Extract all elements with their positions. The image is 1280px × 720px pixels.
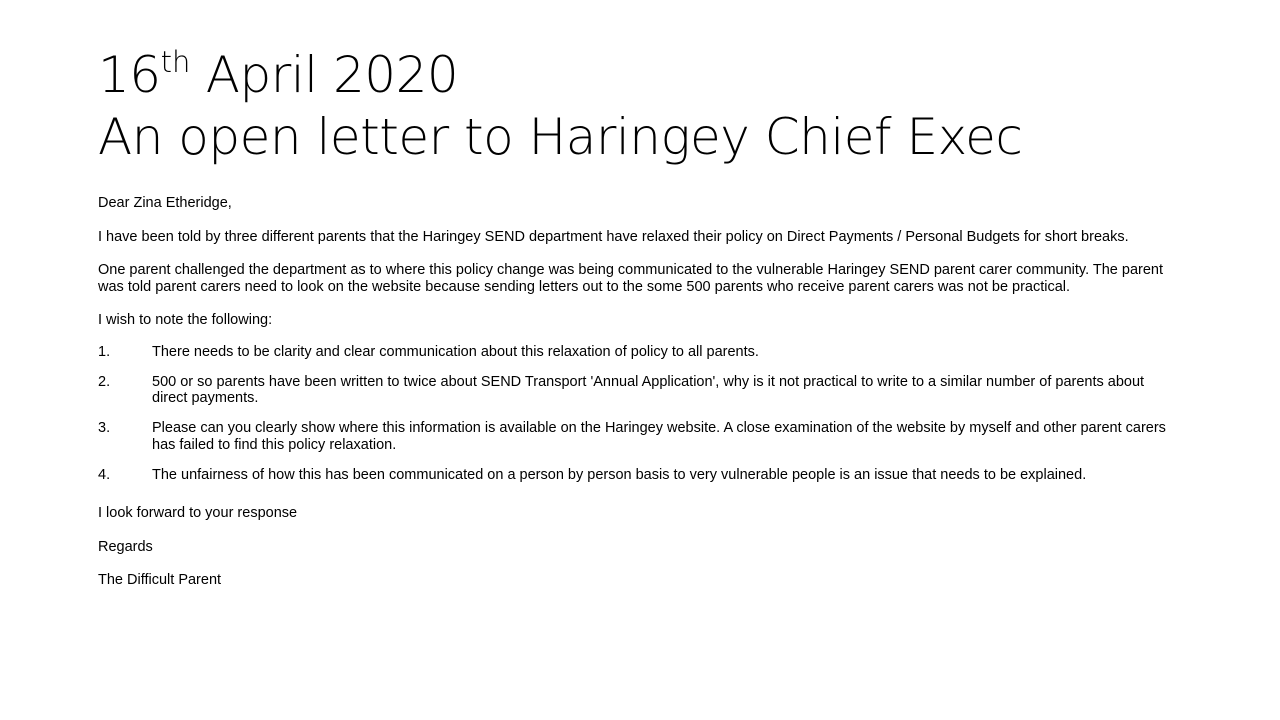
letter-points-list — [98, 344, 1178, 484]
list-item-text: The unfairness of how this has been communicated on a person by person basis to very vulnerable people is an issue that needs to be explained. — [152, 466, 1087, 483]
list-item-text: There needs to be clarity and clear communication about this relaxation of policy to all parents. — [152, 343, 759, 360]
list-item-text: Please can you clearly show where this information is available on the Haringey website. A close examination of the website by myself and other parent carers has failed to find this policy relaxation. — [152, 420, 1166, 453]
list-item-number: 3. — [98, 420, 111, 436]
title-month-year: April 2020 — [190, 46, 459, 104]
list-item — [98, 420, 1178, 453]
letter-closing: I look forward to your response — [98, 505, 298, 521]
list-item-number: 2. — [98, 373, 111, 390]
letter-salutation: Dear Zina Etheridge, — [98, 195, 232, 211]
list-item-text: 500 or so parents have been written to twice about SEND Transport 'Annual Application', why is it not practical to write to a similar number of parents about direct payments. — [152, 373, 1145, 406]
title-subtitle: An open letter to Haringey Chief Exec — [98, 108, 1023, 166]
letter-regards: Regards — [98, 538, 153, 555]
list-item-number: 1. — [98, 343, 111, 360]
letter-signature: The Difficult Parent — [98, 572, 222, 588]
letter-paragraph-1: I have been told by three different parents that the Haringey SEND department have relaxed their policy on Direct Payments / Personal Budgets for short breaks. — [98, 228, 1129, 245]
list-item — [98, 344, 1178, 361]
slide-title — [98, 44, 1198, 168]
list-item — [98, 467, 1178, 484]
list-item — [98, 374, 1178, 407]
letter-body — [98, 195, 1178, 589]
title-day-suffix: th — [160, 45, 191, 79]
title-date — [98, 44, 1198, 106]
letter-note-intro: I wish to note the following: — [98, 312, 273, 328]
list-item-number: 4. — [98, 466, 111, 483]
title-day: 16 — [98, 46, 161, 104]
letter-paragraph-2: One parent challenged the department as to where this policy change was being communicated to the vulnerable Haringey SEND parent carer community. The parent was told parent carers need to look on the website because sending letters out to the some 500 parents who receive parent carers was not be practical. — [98, 262, 1163, 295]
